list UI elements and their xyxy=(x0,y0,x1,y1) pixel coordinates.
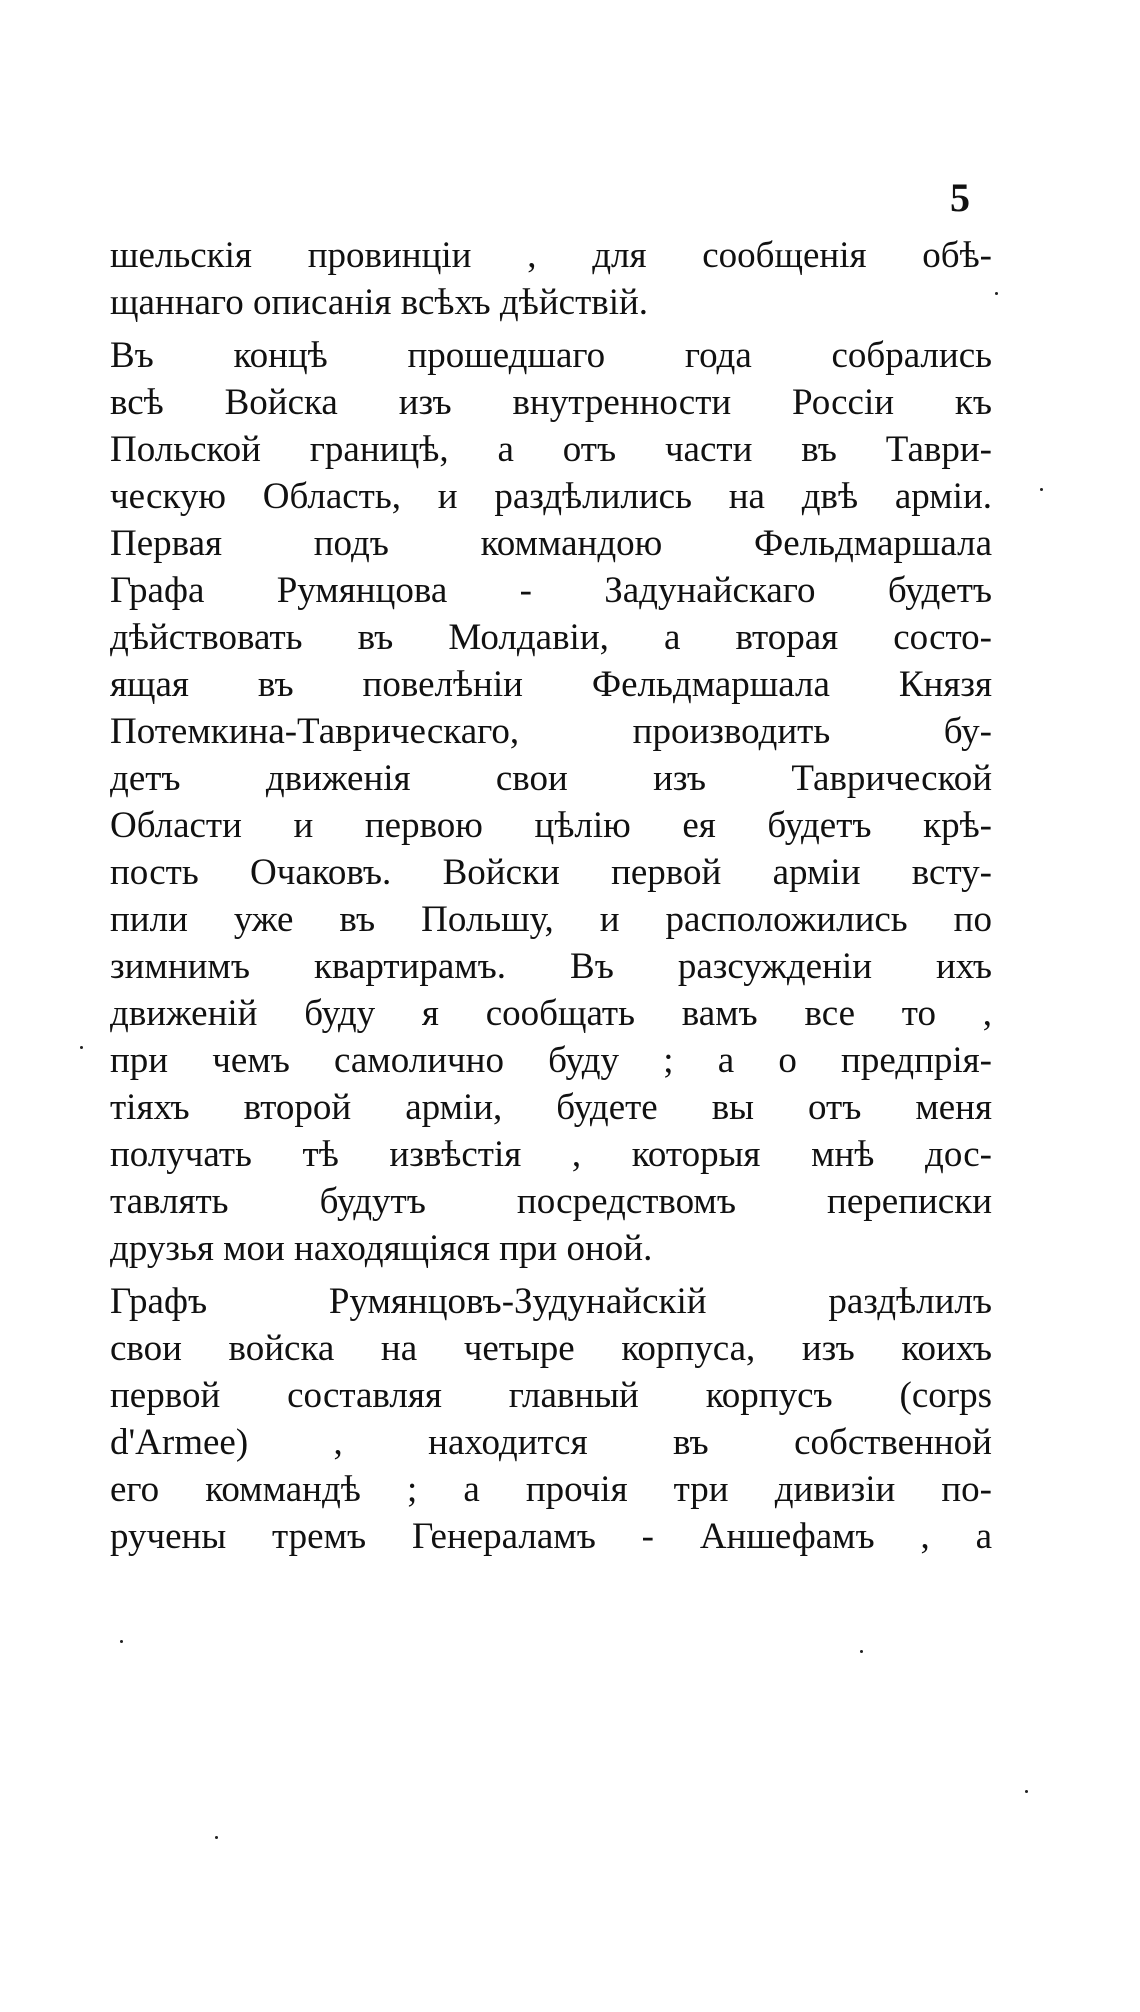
text-line: тавлять будутъ посредствомъ переписки xyxy=(110,1181,992,1222)
text-line: ручены тремъ Генераламъ - Аншефамъ , а xyxy=(110,1516,992,1557)
scan-speck xyxy=(860,1650,863,1653)
scan-speck xyxy=(1025,1790,1028,1793)
text-line: Области и первою цѣлію ея будетъ крѣ- xyxy=(110,805,992,846)
scan-speck xyxy=(215,1836,218,1839)
text-line: тіяхъ второй арміи, будете вы отъ меня xyxy=(110,1087,992,1128)
text-line: всѣ Войска изъ внутренности Россіи къ xyxy=(110,382,992,423)
text-line: Графъ Румянцовъ-Зудунайскій раздѣлилъ xyxy=(110,1281,992,1322)
text-line: при чемъ самолично буду ; а о предпрія- xyxy=(110,1040,992,1081)
text-line: первой составляя главный корпусъ (corps xyxy=(110,1375,992,1416)
scan-speck xyxy=(80,1046,83,1049)
text-line: Польской границѣ, а отъ части въ Таври- xyxy=(110,429,992,470)
text-line: пили уже въ Польшу, и расположились по xyxy=(110,899,992,940)
scan-speck xyxy=(995,292,998,295)
text-line: получать тѣ извѣстія , которыя мнѣ дос- xyxy=(110,1134,992,1175)
text-line: пость Очаковъ. Войски первой арміи всту- xyxy=(110,852,992,893)
text-line: дѣйствовать въ Молдавіи, а вторая состо- xyxy=(110,617,992,658)
text-line: движеній буду я сообщать вамъ все то , xyxy=(110,993,992,1034)
page-number: 5 xyxy=(950,175,970,220)
text-line: щаннаго описанія всѣхъ дѣйствій. xyxy=(110,282,649,323)
text-line: Первая подъ коммандою Фельдмаршала xyxy=(110,523,992,564)
text-line: его коммандѣ ; а прочія три дивизіи по- xyxy=(110,1469,992,1510)
text-line: шельскія провинціи , для сообщенія обѣ- xyxy=(110,235,992,276)
text-line: ческую Область, и раздѣлились на двѣ арміи. xyxy=(110,476,992,517)
text-line: ящая въ повелѣніи Фельдмаршала Князя xyxy=(110,664,992,705)
body-text xyxy=(110,232,992,1560)
text-line: свои войска на четыре корпуса, изъ коихъ xyxy=(110,1328,992,1369)
scan-speck xyxy=(1040,488,1043,491)
text-line: друзья мои находящіяся при оной. xyxy=(110,1228,653,1269)
scan-speck xyxy=(120,1640,123,1643)
text-line: детъ движенія свои изъ Таврической xyxy=(110,758,992,799)
text-line: Графа Румянцова - Задунайскаго будетъ xyxy=(110,570,992,611)
text-line: d'Armee) , находится въ собственной xyxy=(110,1422,992,1463)
text-line: Въ концѣ прошедшаго года собрались xyxy=(110,335,992,376)
text-line: Потемкина-Таврическаго, производить бу- xyxy=(110,711,992,752)
text-line: зимнимъ квартирамъ. Въ разсужденіи ихъ xyxy=(110,946,992,987)
